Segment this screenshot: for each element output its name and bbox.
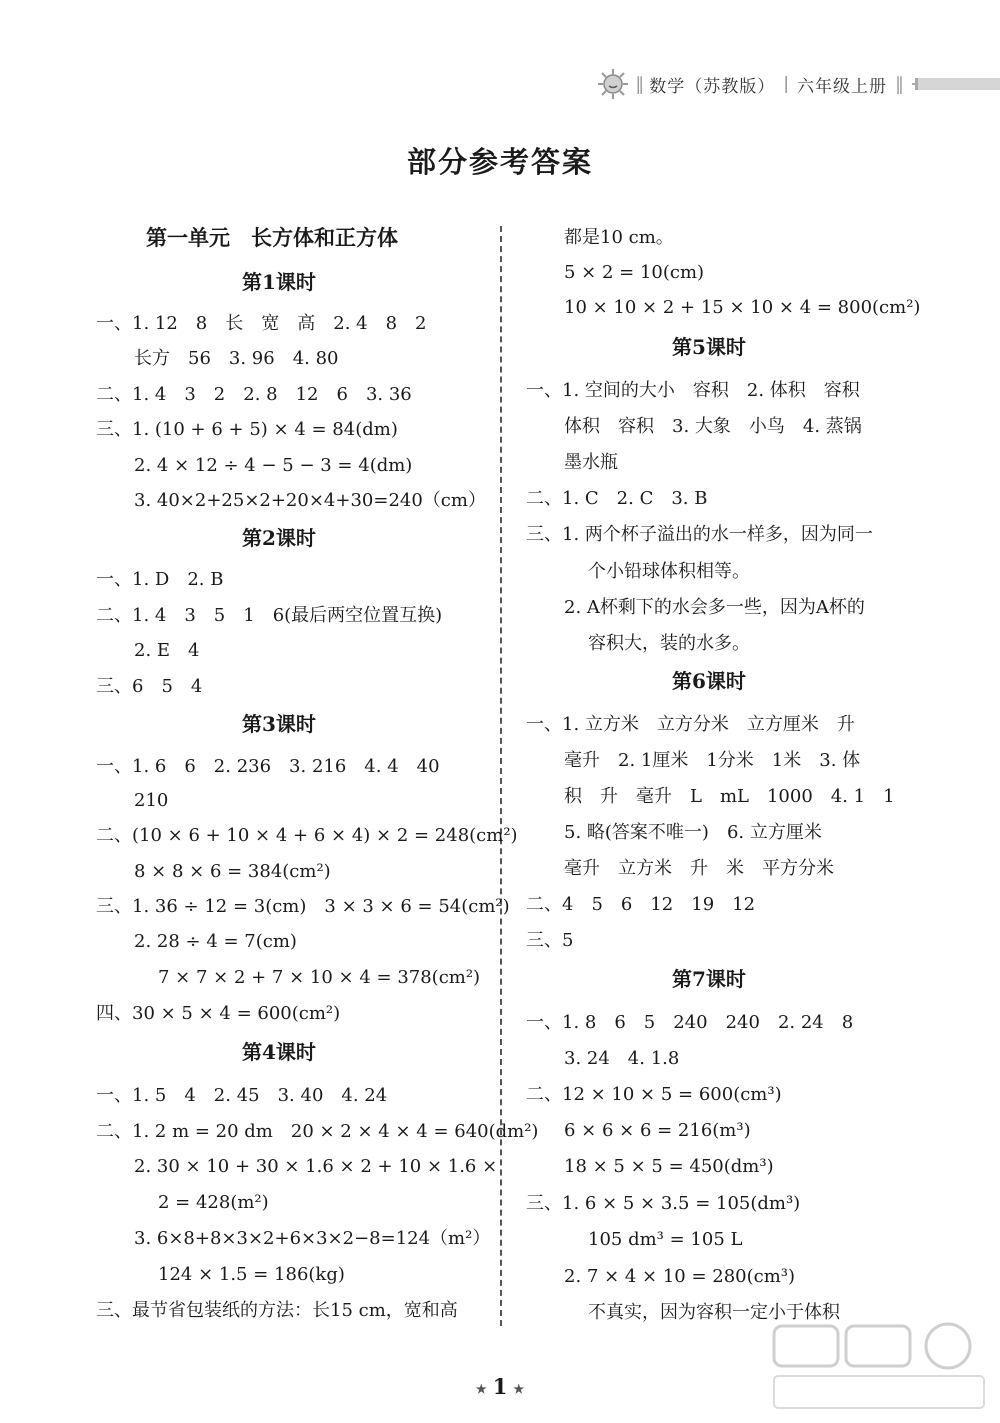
lesson-heading-3: 第3课时	[242, 712, 316, 736]
answer-line: 一、1. 空间的大小 容积 2. 体积 容积	[526, 380, 860, 401]
header-bars: ‖	[635, 73, 642, 95]
answer-line: 都是10 cm。	[564, 227, 674, 248]
star-icon: ★	[513, 1381, 525, 1396]
answer-line: 二、1. 4 3 5 1 6(最后两空位置互换)	[96, 605, 443, 626]
answer-line: 三、1. (10 + 6 + 5) × 4 = 84(dm)	[96, 419, 398, 440]
answer-line: 三、1. 6 × 5 × 3.5 = 105(dm³)	[526, 1193, 801, 1214]
grade-label: 六年级上册	[797, 76, 887, 97]
answer-line: 体积 容积 3. 大象 小鸟 4. 蒸锅	[564, 416, 862, 437]
answer-line: 210	[134, 790, 169, 811]
lesson-heading-5: 第5课时	[672, 335, 746, 359]
star-icon: ★	[475, 1381, 487, 1396]
answer-line: 二、12 × 10 × 5 = 600(cm³)	[526, 1084, 782, 1105]
answer-line: 一、1. 8 6 5 240 240 2. 24 8	[526, 1012, 854, 1033]
answer-line: 容积大，装的水多。	[588, 633, 750, 654]
answer-line: 长方 56 3. 96 4. 80	[134, 348, 339, 369]
sun-logo-icon	[597, 68, 629, 100]
subject-label: 数学（苏教版）	[649, 76, 776, 97]
answer-line: 个小铅球体积相等。	[588, 561, 750, 582]
answer-line: 一、1. 立方米 立方分米 立方厘米 升	[526, 714, 855, 735]
header-separator: |	[783, 74, 789, 94]
answer-line: 2. 28 ÷ 4 = 7(cm)	[134, 931, 297, 952]
column-divider	[500, 226, 502, 1326]
answer-line: 三、1. 两个杯子溢出的水一样多，因为同一	[526, 524, 873, 545]
lesson-heading-2: 第2课时	[242, 526, 316, 550]
answer-line: 二、4 5 6 12 19 12	[526, 894, 756, 915]
lesson-heading-1: 第1课时	[242, 270, 316, 294]
answer-line: 3. 24 4. 1.8	[564, 1048, 680, 1069]
answer-line: 5 × 2 = 10(cm)	[564, 262, 705, 283]
answer-line: 二、(10 × 6 + 10 × 4 + 6 × 4) × 2 = 248(cm²)	[96, 825, 518, 846]
answer-line: 2. 30 × 10 + 30 × 1.6 × 2 + 10 × 1.6 ×	[134, 1156, 498, 1177]
answer-line: 三、6 5 4	[96, 676, 203, 697]
answer-line: 5. 略(答案不唯一) 6. 立方厘米	[564, 822, 822, 843]
answer-line: 三、5	[526, 930, 574, 951]
answer-line: 7 × 7 × 2 + 7 × 10 × 4 = 378(cm²)	[158, 967, 481, 988]
header-bars-right: ‖	[895, 73, 901, 95]
answer-line: 三、1. 36 ÷ 12 = 3(cm) 3 × 3 × 6 = 54(cm²)	[96, 896, 510, 917]
answer-line: 毫升 立方米 升 米 平方分米	[564, 858, 834, 879]
answer-line: 2. 7 × 4 × 10 = 280(cm³)	[564, 1266, 796, 1287]
answer-line: 墨水瓶	[564, 452, 618, 473]
answer-line: 四、30 × 5 × 4 = 600(cm²)	[96, 1003, 341, 1024]
answer-line: 积 升 毫升 L mL 1000 4. 1 1	[564, 786, 895, 807]
answer-line: 3. 40×2+25×2+20×4+30=240（cm）	[134, 490, 486, 511]
lesson-heading-7: 第7课时	[672, 967, 746, 991]
answer-line: 不真实，因为容积一定小于体积	[588, 1302, 840, 1323]
answer-line: 18 × 5 × 5 = 450(dm³)	[564, 1156, 774, 1177]
unit-title: 第一单元 长方体和正方体	[146, 225, 398, 250]
answer-line: 一、1. 5 4 2. 45 3. 40 4. 24	[96, 1085, 388, 1106]
answer-line: 2. 4 × 12 ÷ 4 − 5 − 3 = 4(dm)	[134, 455, 413, 476]
lesson-heading-6: 第6课时	[672, 669, 746, 693]
answer-line: 124 × 1.5 = 186(kg)	[158, 1264, 345, 1285]
answer-line: 一、1. 12 8 长 宽 高 2. 4 8 2	[96, 313, 427, 334]
answer-line: 10 × 10 × 2 + 15 × 10 × 4 = 800(cm²)	[564, 297, 921, 318]
answer-line: 2. A杯剩下的水会多一些，因为A杯的	[564, 597, 865, 618]
answer-line: 3. 6×8+8×3×2+6×3×2−8=124（m²）	[134, 1228, 491, 1249]
header-tab-bar	[915, 78, 1000, 90]
lesson-heading-4: 第4课时	[242, 1040, 316, 1064]
running-header	[597, 62, 1000, 106]
answer-line: 8 × 8 × 6 = 384(cm²)	[134, 861, 331, 882]
answer-line: 6 × 6 × 6 = 216(m³)	[564, 1120, 751, 1141]
answer-line: 2 = 428(m²)	[158, 1192, 269, 1213]
answer-line: 2. E 4	[134, 640, 200, 661]
answer-line: 三、最节省包装纸的方法：长15 cm，宽和高	[96, 1300, 458, 1321]
answer-line: 二、1. 4 3 2 2. 8 12 6 3. 36	[96, 384, 412, 405]
answer-line: 105 dm³ = 105 L	[588, 1229, 743, 1250]
answer-line: 二、1. 2 m = 20 dm 20 × 2 × 4 × 4 = 640(dm²)	[96, 1121, 539, 1142]
page-number: 1	[492, 1374, 508, 1399]
answer-line: 二、1. C 2. C 3. B	[526, 488, 708, 509]
page-title: 部分参考答案	[406, 145, 593, 179]
watermark-logo-icon	[770, 1320, 990, 1416]
answer-line: 毫升 2. 1厘米 1分米 1米 3. 体	[564, 750, 861, 771]
answer-line: 一、1. D 2. B	[96, 569, 224, 590]
answer-line: 一、1. 6 6 2. 236 3. 216 4. 4 40	[96, 756, 440, 777]
